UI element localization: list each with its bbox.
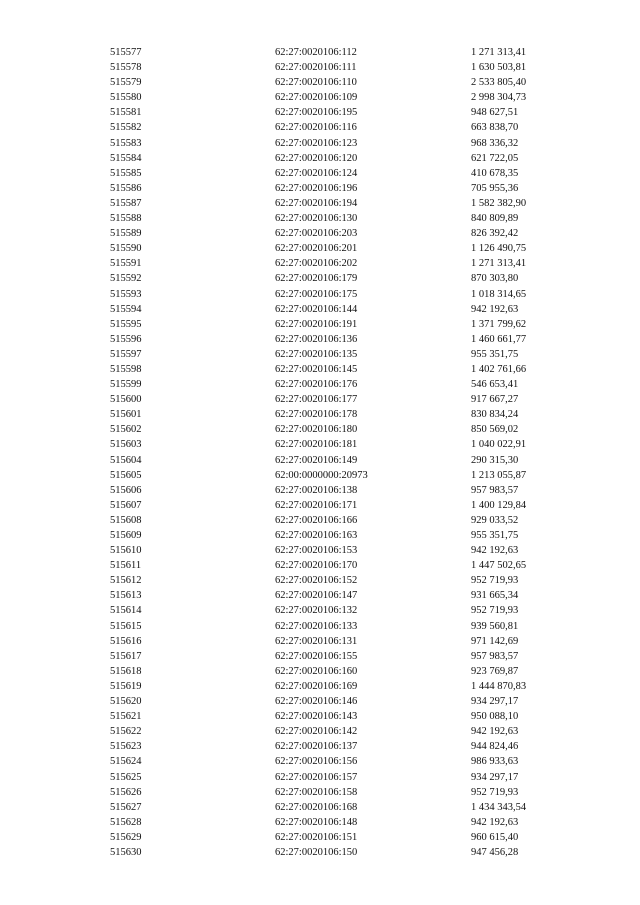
row-number-cell: 515630 [110, 846, 142, 858]
row-number-cell: 515603 [110, 439, 142, 451]
table-row [110, 453, 591, 468]
table-row [110, 362, 591, 377]
row-number-cell: 515597 [110, 348, 142, 360]
row-number-cell: 515578 [110, 62, 142, 74]
cadastral-number-cell: 62:27:0020106:176 [275, 379, 358, 391]
table-row [110, 754, 591, 769]
row-number-cell: 515580 [110, 92, 142, 104]
row-number-cell: 515607 [110, 499, 142, 511]
cadastral-value-cell: 917 667,27 [471, 394, 519, 406]
cadastral-value-cell: 1 371 799,62 [471, 318, 527, 330]
cadastral-value-cell: 826 392,42 [471, 228, 519, 240]
row-number-cell: 515585 [110, 167, 142, 179]
cadastral-value-cell: 934 297,17 [471, 771, 519, 783]
cadastral-value-cell: 952 719,93 [471, 575, 519, 587]
row-number-cell: 515593 [110, 288, 142, 300]
table-row [110, 845, 591, 860]
row-number-cell: 515624 [110, 756, 142, 768]
cadastral-number-cell: 62:27:0020106:133 [275, 620, 358, 632]
cadastral-number-cell: 62:27:0020106:163 [275, 530, 358, 541]
cadastral-value-cell: 952 719,93 [471, 786, 519, 798]
row-number-cell: 515619 [110, 680, 142, 692]
cadastral-value-cell: 290 315,30 [471, 454, 519, 466]
cadastral-value-cell: 410 678,35 [471, 167, 519, 179]
cadastral-number-cell: 62:27:0020106:177 [275, 394, 358, 406]
row-number-cell: 515613 [110, 590, 142, 602]
cadastral-value-cell: 705 955,36 [471, 182, 519, 194]
cadastral-number-cell: 62:27:0020106:146 [275, 696, 358, 708]
row-number-cell: 515583 [110, 137, 142, 149]
cadastral-number-cell: 62:27:0020106:180 [275, 424, 358, 436]
cadastral-number-cell: 62:27:0020106:181 [275, 439, 358, 451]
row-number-cell: 515601 [110, 409, 142, 421]
cadastral-number-cell: 62:27:0020106:158 [275, 786, 358, 798]
cadastral-value-cell: 948 627,51 [471, 107, 519, 119]
cadastral-number-cell: 62:27:0020106:202 [275, 258, 358, 270]
cadastral-number-cell: 62:27:0020106:160 [275, 665, 358, 677]
table-row [110, 75, 591, 90]
cadastral-number-cell: 62:27:0020106:144 [275, 303, 358, 315]
cadastral-number-cell: 62:27:0020106:137 [275, 741, 358, 753]
table-row [110, 498, 591, 513]
table-row [110, 649, 591, 664]
table-row [110, 634, 591, 649]
table-row [110, 347, 591, 362]
row-number-cell: 515594 [110, 303, 142, 315]
cadastral-number-cell: 62:27:0020106:157 [275, 771, 358, 783]
table-row [110, 619, 591, 634]
cadastral-value-cell: 1 447 502,65 [471, 560, 527, 572]
cadastral-value-cell: 1 213 055,87 [471, 469, 527, 481]
row-number-cell: 515609 [110, 530, 142, 541]
cadastral-value-cell: 1 630 503,81 [471, 62, 527, 74]
cadastral-number-cell: 62:27:0020106:196 [275, 182, 358, 194]
row-number-cell: 515618 [110, 665, 142, 677]
row-number-cell: 515606 [110, 484, 142, 496]
row-number-cell: 515595 [110, 318, 142, 330]
cadastral-value-cell: 1 271 313,41 [471, 258, 527, 270]
cadastral-number-cell: 62:27:0020106:150 [275, 846, 358, 858]
row-number-cell: 515612 [110, 575, 142, 587]
cadastral-number-cell: 62:27:0020106:143 [275, 711, 358, 723]
row-number-cell: 515623 [110, 741, 142, 753]
row-number-cell: 515629 [110, 831, 142, 843]
table-row [110, 830, 591, 845]
cadastral-value-cell: 663 838,70 [471, 122, 519, 134]
cadastral-value-cell: 1 271 313,41 [471, 47, 527, 58]
row-number-cell: 515581 [110, 107, 142, 119]
table-row [110, 196, 591, 211]
row-number-cell: 515610 [110, 545, 142, 557]
cadastral-number-cell: 62:27:0020106:131 [275, 635, 358, 647]
table-row [110, 785, 591, 800]
table-row [110, 422, 591, 437]
cadastral-number-cell: 62:27:0020106:116 [275, 122, 357, 134]
row-number-cell: 515608 [110, 514, 142, 526]
table-row [110, 287, 591, 302]
cadastral-value-cell: 1 040 022,91 [471, 439, 527, 451]
cadastral-value-cell: 1 402 761,66 [471, 363, 527, 375]
cadastral-value-cell: 840 809,89 [471, 213, 519, 225]
cadastral-number-cell: 62:27:0020106:120 [275, 152, 358, 164]
cadastral-number-cell: 62:27:0020106:109 [275, 92, 358, 104]
cadastral-number-cell: 62:27:0020106:203 [275, 228, 358, 240]
cadastral-number-cell: 62:27:0020106:142 [275, 726, 358, 738]
row-number-cell: 515589 [110, 228, 142, 240]
row-number-cell: 515584 [110, 152, 142, 164]
cadastral-value-cell: 957 983,57 [471, 484, 519, 496]
cadastral-number-cell: 62:27:0020106:138 [275, 484, 358, 496]
cadastral-value-cell: 1 444 870,83 [471, 680, 527, 692]
row-number-cell: 515588 [110, 213, 142, 225]
cadastral-value-cell: 960 615,40 [471, 831, 519, 843]
table-row [110, 694, 591, 709]
table-row [110, 437, 591, 452]
row-number-cell: 515591 [110, 258, 142, 270]
row-number-cell: 515625 [110, 771, 142, 783]
cadastral-number-cell: 62:27:0020106:132 [275, 605, 358, 617]
cadastral-value-cell: 1 400 129,84 [471, 499, 527, 511]
cadastral-number-cell: 62:27:0020106:201 [275, 243, 358, 255]
table-row [110, 483, 591, 498]
row-number-cell: 515586 [110, 182, 142, 194]
cadastral-value-cell: 1 460 661,77 [471, 333, 527, 345]
cadastral-number-cell: 62:27:0020106:136 [275, 333, 358, 345]
table-row [110, 377, 591, 392]
cadastral-number-cell: 62:27:0020106:147 [275, 590, 358, 602]
table-row [110, 181, 591, 196]
cadastral-number-cell: 62:27:0020106:148 [275, 816, 358, 828]
cadastral-value-cell: 955 351,75 [471, 348, 519, 360]
cadastral-value-table [110, 45, 591, 860]
cadastral-value-cell: 621 722,05 [471, 152, 519, 164]
cadastral-number-cell: 62:27:0020106:111 [275, 62, 357, 74]
table-row [110, 800, 591, 815]
cadastral-value-cell: 950 088,10 [471, 711, 519, 723]
cadastral-value-cell: 2 533 805,40 [471, 77, 527, 89]
row-number-cell: 515598 [110, 363, 142, 375]
cadastral-value-cell: 968 336,32 [471, 137, 519, 149]
table-row [110, 558, 591, 573]
cadastral-number-cell: 62:00:0000000:20973 [275, 469, 368, 481]
cadastral-value-cell: 870 303,80 [471, 273, 519, 285]
table-row [110, 302, 591, 317]
row-number-cell: 515590 [110, 243, 142, 255]
cadastral-value-cell: 942 192,63 [471, 726, 519, 738]
table-row [110, 105, 591, 120]
table-row [110, 332, 591, 347]
row-number-cell: 515579 [110, 77, 142, 89]
cadastral-value-cell: 971 142,69 [471, 635, 519, 647]
cadastral-number-cell: 62:27:0020106:155 [275, 650, 358, 662]
cadastral-value-cell: 942 192,63 [471, 816, 519, 828]
cadastral-value-cell: 947 456,28 [471, 846, 519, 858]
cadastral-number-cell: 62:27:0020106:191 [275, 318, 358, 330]
cadastral-value-cell: 957 983,57 [471, 650, 519, 662]
row-number-cell: 515622 [110, 726, 142, 738]
cadastral-number-cell: 62:27:0020106:168 [275, 801, 358, 813]
row-number-cell: 515592 [110, 273, 142, 285]
table-row [110, 709, 591, 724]
row-number-cell: 515627 [110, 801, 142, 813]
table-row [110, 256, 591, 271]
table-row [110, 664, 591, 679]
cadastral-number-cell: 62:27:0020106:112 [275, 47, 357, 58]
row-number-cell: 515587 [110, 197, 142, 209]
cadastral-number-cell: 62:27:0020106:178 [275, 409, 358, 421]
cadastral-number-cell: 62:27:0020106:110 [275, 77, 357, 89]
cadastral-value-cell: 939 560,81 [471, 620, 519, 632]
row-number-cell: 515611 [110, 560, 142, 572]
cadastral-number-cell: 62:27:0020106:195 [275, 107, 358, 119]
table-row [110, 407, 591, 422]
cadastral-number-cell: 62:27:0020106:149 [275, 454, 358, 466]
table-row [110, 241, 591, 256]
table-row [110, 60, 591, 75]
table-row [110, 45, 591, 60]
cadastral-number-cell: 62:27:0020106:123 [275, 137, 358, 149]
table-row [110, 573, 591, 588]
table-row [110, 724, 591, 739]
row-number-cell: 515614 [110, 605, 142, 617]
row-number-cell: 515602 [110, 424, 142, 436]
cadastral-value-cell: 942 192,63 [471, 545, 519, 557]
table-row [110, 588, 591, 603]
table-row [110, 679, 591, 694]
cadastral-number-cell: 62:27:0020106:145 [275, 363, 358, 375]
cadastral-value-cell: 942 192,63 [471, 303, 519, 315]
cadastral-number-cell: 62:27:0020106:151 [275, 831, 358, 843]
table-row [110, 739, 591, 754]
cadastral-value-cell: 830 834,24 [471, 409, 519, 421]
cadastral-number-cell: 62:27:0020106:170 [275, 560, 358, 572]
cadastral-value-cell: 934 297,17 [471, 696, 519, 708]
cadastral-number-cell: 62:27:0020106:152 [275, 575, 358, 587]
table-row [110, 166, 591, 181]
cadastral-value-cell: 923 769,87 [471, 665, 519, 677]
cadastral-value-cell: 1 018 314,65 [471, 288, 527, 300]
table-row [110, 136, 591, 151]
cadastral-number-cell: 62:27:0020106:156 [275, 756, 358, 768]
row-number-cell: 515599 [110, 379, 142, 391]
row-number-cell: 515628 [110, 816, 142, 828]
cadastral-value-cell: 546 653,41 [471, 379, 519, 391]
cadastral-number-cell: 62:27:0020106:175 [275, 288, 358, 300]
row-number-cell: 515620 [110, 696, 142, 708]
cadastral-value-cell: 931 665,34 [471, 590, 519, 602]
table-row [110, 528, 591, 543]
cadastral-value-cell: 1 582 382,90 [471, 197, 527, 209]
row-number-cell: 515596 [110, 333, 142, 345]
row-number-cell: 515621 [110, 711, 142, 723]
row-number-cell: 515577 [110, 47, 142, 58]
row-number-cell: 515600 [110, 394, 142, 406]
row-number-cell: 515617 [110, 650, 142, 662]
cadastral-value-cell: 944 824,46 [471, 741, 519, 753]
cadastral-number-cell: 62:27:0020106:169 [275, 680, 358, 692]
table-row [110, 513, 591, 528]
table-row [110, 815, 591, 830]
row-number-cell: 515626 [110, 786, 142, 798]
table-row [110, 468, 591, 483]
cadastral-number-cell: 62:27:0020106:166 [275, 514, 358, 526]
row-number-cell: 515605 [110, 469, 142, 481]
row-number-cell: 515582 [110, 122, 142, 134]
table-row [110, 317, 591, 332]
cadastral-number-cell: 62:27:0020106:171 [275, 499, 358, 511]
table-row [110, 271, 591, 286]
cadastral-value-cell: 955 351,75 [471, 530, 519, 541]
cadastral-value-cell: 850 569,02 [471, 424, 519, 436]
cadastral-value-cell: 929 033,52 [471, 514, 519, 526]
cadastral-number-cell: 62:27:0020106:153 [275, 545, 358, 557]
table-row [110, 211, 591, 226]
cadastral-number-cell: 62:27:0020106:130 [275, 213, 358, 225]
table-row [110, 603, 591, 618]
cadastral-value-cell: 986 933,63 [471, 756, 519, 768]
table-row [110, 226, 591, 241]
row-number-cell: 515604 [110, 454, 142, 466]
table-row [110, 151, 591, 166]
cadastral-value-cell: 2 998 304,73 [471, 92, 527, 104]
cadastral-number-cell: 62:27:0020106:124 [275, 167, 358, 179]
table-row [110, 90, 591, 105]
table-row [110, 770, 591, 785]
row-number-cell: 515616 [110, 635, 142, 647]
cadastral-number-cell: 62:27:0020106:194 [275, 197, 358, 209]
cadastral-value-cell: 1 126 490,75 [471, 243, 527, 255]
table-body [110, 45, 591, 860]
table-row [110, 392, 591, 407]
cadastral-number-cell: 62:27:0020106:135 [275, 348, 358, 360]
cadastral-number-cell: 62:27:0020106:179 [275, 273, 358, 285]
table-row [110, 120, 591, 135]
cadastral-value-cell: 952 719,93 [471, 605, 519, 617]
table-row [110, 543, 591, 558]
row-number-cell: 515615 [110, 620, 142, 632]
cadastral-value-cell: 1 434 343,54 [471, 801, 527, 813]
